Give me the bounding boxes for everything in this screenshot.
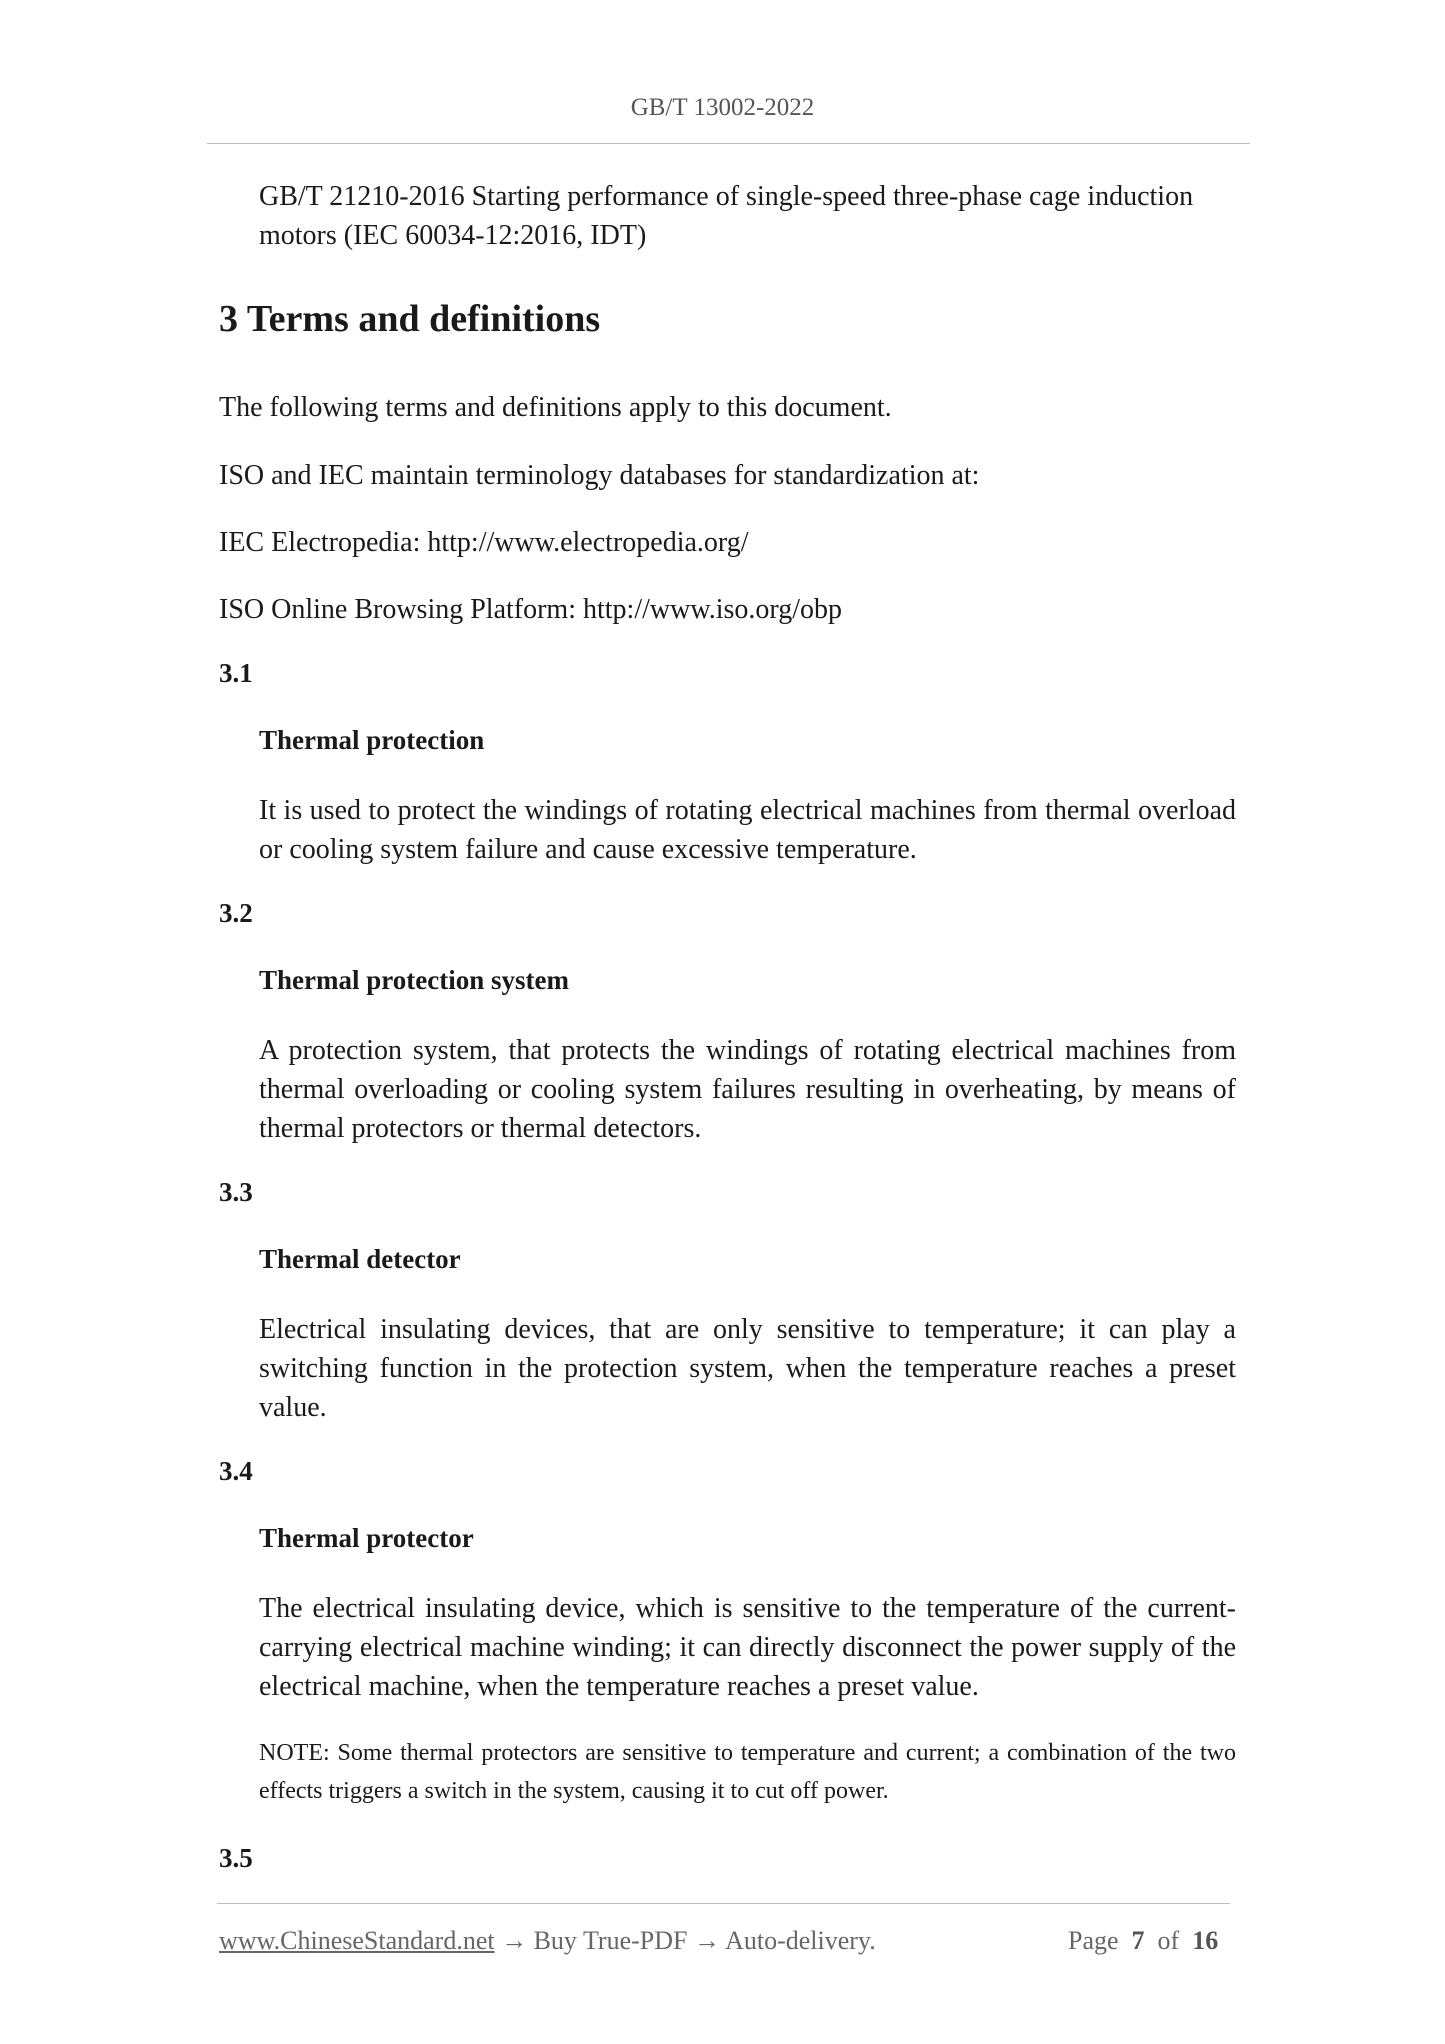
term-note: NOTE: Some thermal protectors are sensitive to temperature and current; a combination of the two effects triggers a switch in the system, causing it to cut off power. [259, 1740, 1236, 1804]
section-heading: 3 Terms and definitions [219, 298, 601, 340]
footer-promo [219, 1926, 876, 1956]
header-divider [207, 143, 1250, 144]
page-label: Page [1068, 1926, 1119, 1955]
running-header: GB/T 13002-2022 [630, 94, 815, 121]
delivery-text: Auto-delivery. [725, 1926, 876, 1955]
page-current: 7 [1131, 1926, 1145, 1955]
page-indicator [1068, 1926, 1218, 1956]
term-definition: A protection system, that protects the windings of rotating electrical machines from thermal overloading or cooling system failures resulting in overheating, by means of thermal protectors or thermal detectors. [259, 1035, 1236, 1144]
of-label: of [1157, 1926, 1180, 1955]
term-title: Thermal protection [259, 725, 485, 755]
footer-divider [217, 1903, 1230, 1904]
buy-text: Buy True-PDF [533, 1926, 688, 1955]
site-link[interactable]: www.ChineseStandard.net [219, 1926, 495, 1955]
term-number: 3.5 [219, 1843, 253, 1873]
term-number: 3.2 [219, 898, 253, 928]
term-definition: Electrical insulating devices, that are only sensitive to temperature; it can play a switching function in the protection system, when the temperature reaches a preset value. [259, 1314, 1236, 1423]
term-number: 3.3 [219, 1177, 253, 1207]
term-title: Thermal protection system [259, 965, 569, 995]
intro-paragraph: The following terms and definitions apply to this document. [219, 392, 892, 423]
electropedia-paragraph: IEC Electropedia: http://www.electropedia.org/ [219, 527, 749, 558]
terminology-paragraph: ISO and IEC maintain terminology databases for standardization at: [219, 460, 980, 491]
term-definition: It is used to protect the windings of rotating electrical machines from thermal overload or cooling system failure and cause excessive temperature. [259, 795, 1236, 865]
term-title: Thermal detector [259, 1244, 461, 1274]
term-definition: The electrical insulating device, which is sensitive to the temperature of the current-carrying electrical machine winding; it can directly disconnect the power supply of the electrical machine, when the temperature reaches a preset value. [259, 1593, 1236, 1702]
normative-reference: GB/T 21210-2016 Starting performance of single-speed three-phase cage induction motors (IEC 60034-12:2016, IDT) [259, 181, 1194, 251]
term-title: Thermal protector [259, 1523, 474, 1553]
term-number: 3.1 [219, 658, 253, 688]
arrow-right-icon: → [501, 1926, 528, 1955]
term-number: 3.4 [219, 1456, 253, 1486]
arrow-right-icon: → [694, 1926, 720, 1955]
iso-obp-paragraph: ISO Online Browsing Platform: http://www.iso.org/obp [219, 594, 842, 625]
page-total: 16 [1192, 1926, 1219, 1955]
